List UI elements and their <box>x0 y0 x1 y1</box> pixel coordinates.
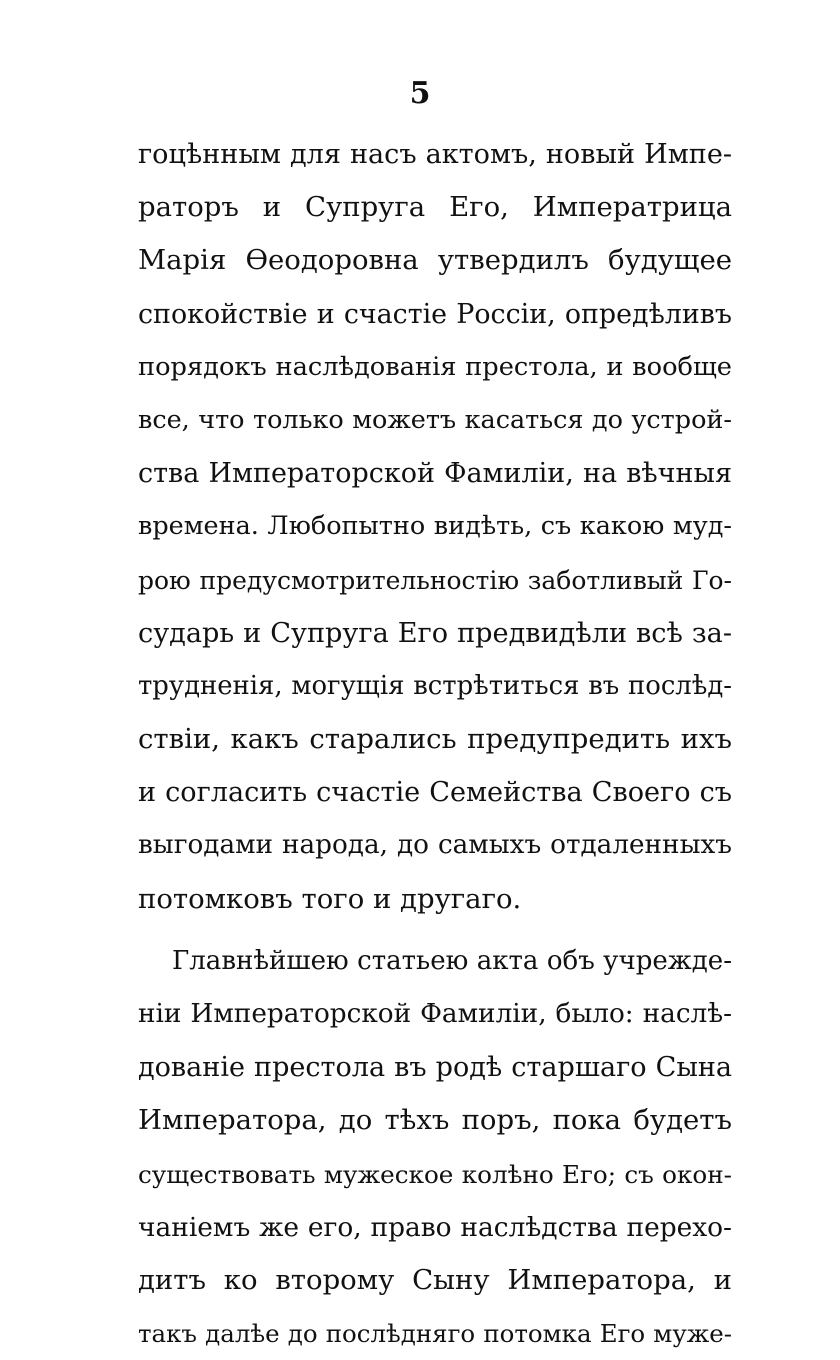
text-line: ства Императорской Фамиліи, на вѣчныя <box>138 458 732 490</box>
text-line: потомковъ того и другаго. <box>138 882 522 915</box>
text-line: дованіе престола въ родѣ старшаго Сына <box>138 1052 732 1084</box>
text-line: Императора, до тѣхъ поръ, пока будетъ <box>138 1104 732 1137</box>
paragraph-1 <box>138 128 732 926</box>
text-line: рою предусмотрительностію заботливый Го- <box>138 565 732 595</box>
text-line: спокойствіе и счастіе Россіи, опредѣливъ <box>138 298 732 330</box>
text-line: порядокъ наслѣдованія престола, и вообще <box>138 351 732 382</box>
body-text <box>138 128 732 1360</box>
text-line: все, что только можетъ касаться до устрой- <box>138 404 732 435</box>
text-line: гоцѣнным для насъ актомъ, новый Импе- <box>138 139 732 170</box>
text-line: чаніемъ же его, право наслѣдства перехо- <box>138 1211 732 1243</box>
text-line: трудненія, могущія встрѣтиться въ послѣд- <box>138 670 732 701</box>
text-line: такъ далѣе до послѣдняго потомка Его муже- <box>138 1319 732 1349</box>
paragraph-gap <box>138 926 732 935</box>
text-line: ствіи, какъ старались предупредить ихъ <box>138 723 732 756</box>
text-line: выгодами народа, до самыхъ отдаленныхъ <box>138 830 732 861</box>
text-line: раторъ и Супруга Его, Императрица <box>138 191 732 224</box>
page-number: 5 <box>409 76 431 111</box>
text-line: и согласить счастіе Семейства Своего съ <box>138 777 732 809</box>
text-line: ніи Императорской Фамиліи, было: наслѣ- <box>138 999 732 1029</box>
text-line: Марія Ѳеодоровна утвердилъ будущее <box>138 244 732 277</box>
text-line: дитъ ко второму Сыну Императора, и <box>138 1263 732 1296</box>
text-line: сударь и Супруга Его предвидѣли всѣ за- <box>138 617 732 649</box>
text-line: времена. Любопытно видѣть, съ какою муд- <box>138 511 732 542</box>
paragraph-2 <box>138 935 732 1360</box>
text-line: Главнѣйшею статьею акта объ учрежде- <box>172 945 732 976</box>
text-line: существовать мужеское колѣно Его; съ окон- <box>138 1159 732 1189</box>
